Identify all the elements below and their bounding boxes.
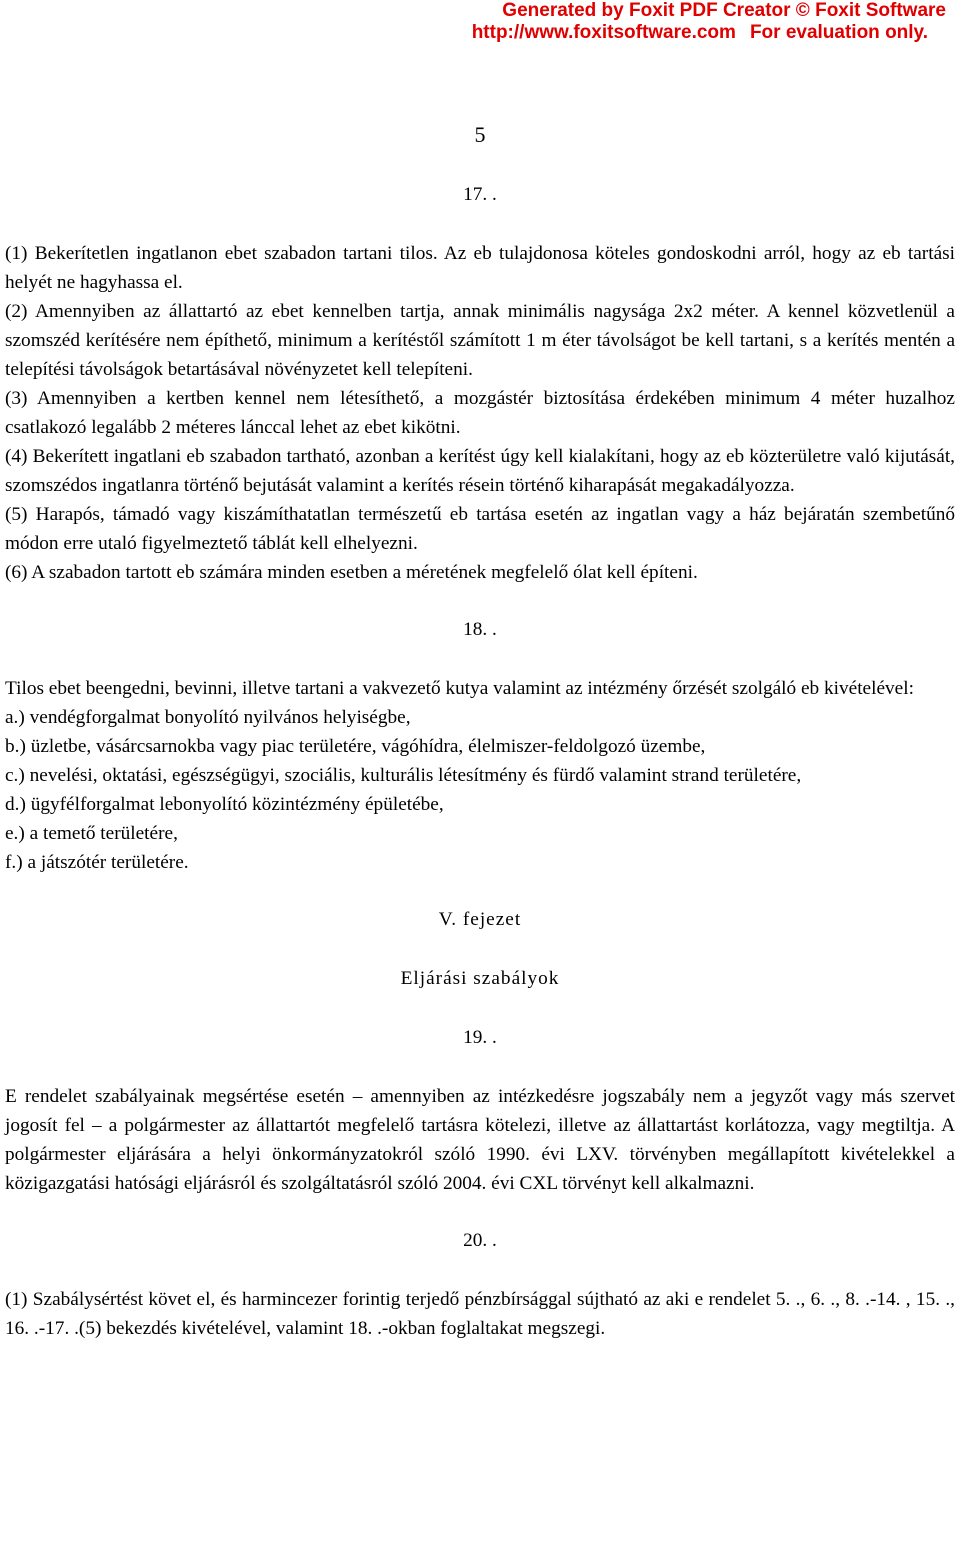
s17-paragraph-5: (5) Harapós, támadó vagy kiszámíthatatlan természetű eb tartása esetén az ingatlan vagy a ház bejáratán szembetűnő módon erre utaló figyelmeztető táblát kell elhelyezni. <box>5 504 955 554</box>
s17-paragraph-2: (2) Amennyiben az állattartó az ebet kennelben tartja, annak minimális nagysága 2x2 méter. A kennel közvetlenül a szomszéd kerítésére nem építhető, minimum a kerítéstől számított 1 m éter távolságot be kell tartani, s a kerítés mentén a telepítési távolságok betartásával növényzetet kell telepíteni. <box>5 301 955 380</box>
watermark-line2 <box>458 22 928 44</box>
watermark-url[interactable]: http://www.foxitsoftware.com <box>471 22 736 43</box>
s18-intro: Tilos ebet beengedni, bevinni, illetve tartani a vakvezető kutya valamint az intézmény őrzését szolgáló eb kivételével: <box>5 678 914 699</box>
section-20-heading: 20. . <box>463 1230 497 1251</box>
s17-paragraph-6: (6) A szabadon tartott eb számára minden esetben a méretének megfelelő ólat kell építeni. <box>5 562 698 583</box>
s18-item-e: e.) a temető területére, <box>5 823 178 844</box>
s18-item-c: c.) nevelési, oktatási, egészségügyi, szociális, kulturális létesítmény és fürdő valamint strand területére, <box>5 765 802 786</box>
s17-paragraph-3: (3) Amennyiben a kertben kennel nem létesíthető, a mozgástér biztosítása érdekében minimum 4 méter huzalhoz csatlakozó legalább 2 méteres lánccal lehet az ebet kikötni. <box>5 388 955 438</box>
s18-item-a: a.) vendégforgalmat bonyolító nyilvános helyiségbe, <box>5 707 411 728</box>
s17-paragraph-4: (4) Bekerített ingatlani eb szabadon tartható, azonban a kerítést úgy kell kialakítani, hogy az eb közterületre való kijutását, szomszédos ingatlanra történő bejutását valamint a kerítés résein történő kiharapását megakadályozza. <box>5 446 955 496</box>
s18-item-d: d.) ügyfélforgalmat lebonyolító közintézmény épületébe, <box>5 794 444 815</box>
evaluation-watermark <box>458 0 946 44</box>
s20-paragraph-1: (1) Szabálysértést követ el, és harmincezer forintig terjedő pénzbírsággal sújtható az aki e rendelet 5. ., 6. ., 8. .-14. , 15. ., 16. .-17. .(5) bekezdés kivételével, valamint 18. .-okban foglaltakat megszegi. <box>5 1289 955 1339</box>
chapter-number: V. fejezet <box>438 909 522 930</box>
s18-item-f: f.) a játszótér területére. <box>5 852 189 873</box>
section-19-heading: 19. . <box>463 1027 497 1048</box>
section-18-heading: 18. . <box>463 619 497 640</box>
s17-paragraph-1: (1) Bekerítetlen ingatlanon ebet szabadon tartani tilos. Az eb tulajdonosa köteles gondoskodni arról, hogy az eb tartási helyét ne hagyhassa el. <box>5 243 955 293</box>
section-17-heading: 17. . <box>463 184 497 205</box>
s19-paragraph-1: E rendelet szabályainak megsértése esetén – amennyiben az intézkedésre jogszabály nem a jegyzőt vagy más szervet jogosít fel – a polgármester az állattartót megfelelő tartásra kötelezi, illetve az állattartást korlátozza, vagy megtiltja. A polgármester eljárására a helyi önkormányzatokról szóló 1990. évi LXV. törvényben megállapított kivételekkel a közigazgatási hatósági eljárásról és szolgáltatásról szóló 2004. évi CXL törvényt kell alkalmazni. <box>5 1086 955 1194</box>
watermark-note: For evaluation only. <box>749 22 928 43</box>
watermark-line1: Generated by Foxit PDF Creator © Foxit Software <box>502 0 946 21</box>
page-number: 5 <box>474 122 486 147</box>
document-body <box>5 180 955 1343</box>
s18-item-b: b.) üzletbe, vásárcsarnokba vagy piac területére, vágóhídra, élelmiszer-feldolgozó üzembe, <box>5 736 706 757</box>
chapter-title: Eljárási szabályok <box>400 968 560 989</box>
